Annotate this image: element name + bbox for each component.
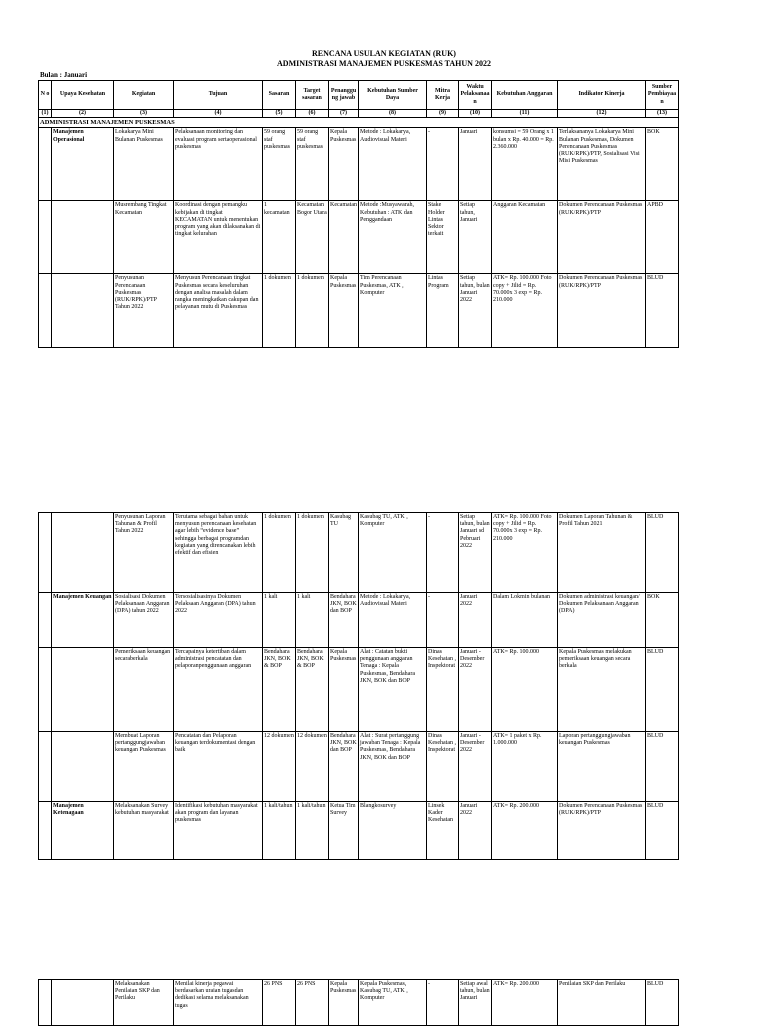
table-cell: ATK= Rp. 100.000 Foto copy + Jilid = Rp. 70.000x 3 exp = Rp. 210.000 [492,513,558,593]
column-header: Penanggung jawab [329,81,359,110]
table-cell: Januari - Desember 2022 [459,648,492,732]
table-row [39,802,679,860]
column-header: N o [39,81,52,110]
table-cell: Melaksanakan Penilaian SKP dan Perilaku [114,980,174,1026]
table-cell: 59 orang staf puskesmas [263,128,296,201]
column-number: (5) [263,110,296,118]
table-row [39,648,679,732]
table-cell: Stake Holder Lintas Sektor terkait [427,201,459,274]
table-cell: Dokumen Perencanaan Puskesmas (RUK/RPK)/PTP [558,201,646,274]
table-cell: Manajemen Keuangan [52,593,114,648]
table-cell: Musrembang Tingkat Kecamatan [114,201,174,274]
column-header: Target sasaran [296,81,329,110]
table-row [39,201,679,274]
table-row [39,732,679,802]
column-header: Kebutuhan Sumber Daya [359,81,427,110]
table-cell [39,513,52,593]
table-cell: Dalam Lokmin bulanan [492,593,558,648]
table-cell: Januari - Desember 2022 [459,732,492,802]
table-cell: 59 orang staf puskesmas [296,128,329,201]
table-cell: Dinas Kesehatan , Inspektorat [427,648,459,732]
table-row [39,274,679,348]
table-cell: ATK= Rp. 100.000 [492,648,558,732]
table-cell: BLUD [646,802,679,860]
month-label: Bulan : Januari [40,71,88,79]
table-cell: Bendahara JKN, BOK dan BOP [329,593,359,648]
table-cell: Tim Perencanaan Puskesmas, ATK , Komputer [359,274,427,348]
table-row [39,593,679,648]
column-header: Indikator Kinerja [558,81,646,110]
table-cell: Januari 2022 [459,802,492,860]
table-cell [52,201,114,274]
table-cell: Sosialisasi Dokumen Pelaksanaan Anggaran (DPA) tahun 2022 [114,593,174,648]
column-number: (8) [359,110,427,118]
column-number: (13) [646,110,679,118]
table-cell: Bendahara JKN, BOK & BOP [296,648,329,732]
document-subtitle: ADMINISTRASI MANAJEMEN PUSKESMAS TAHUN 2022 [277,59,491,68]
table-cell: Bendahara JKN, BOK dan BOP [329,732,359,802]
table-cell: Kepala Puskesmas [329,274,359,348]
table-cell [39,648,52,732]
column-number: (7) [329,110,359,118]
table-cell [39,732,52,802]
table-cell: 12 dokumen [263,732,296,802]
table-cell [39,802,52,860]
column-number: (3) [114,110,174,118]
table-cell: - [427,513,459,593]
table-cell: ATK= Rp. 200.000 [492,802,558,860]
table-cell [39,593,52,648]
table-cell: 1 kali/tahun [296,802,329,860]
table-row [39,980,679,1026]
table-cell: BLUD [646,732,679,802]
table-cell: Membuat Laporan pertanggungjawaban keuangan Puskesmas [114,732,174,802]
table-cell: Alat : Surat pertanggung jawaban Tenaga : Kepala Puskesmas, Bendahara JKN, BOK dan BOP [359,732,427,802]
table-cell: Metode :Musyawarah, Kebutuhan : ATK dan Penggandaan [359,201,427,274]
column-number: (4) [174,110,263,118]
table-cell: Kecamatan [329,201,359,274]
table-cell: konsumsi = 59 Orang x 1 bulan x Rp. 40.000 = Rp. 2.360.000 [492,128,558,201]
table-cell: BOK [646,593,679,648]
table-cell: Anggaran Kecamatan [492,201,558,274]
table-cell: Setiap awal tahun, bulan Januari [459,980,492,1026]
table-row [39,513,679,593]
table-cell: Blangkosurvey [359,802,427,860]
table-cell: BLUD [646,274,679,348]
column-number: (2) [52,110,114,118]
column-number: (12) [558,110,646,118]
table-cell: Kepala Puskesmas [329,980,359,1026]
table-cell: Pelaksanaan monitoring dan evaluasi program sertaoperasional puskesmas [174,128,263,201]
table-cell: Lokakarya Mini Bulanan Puskesmas [114,128,174,201]
table-cell: Manajemen Ketenagaan [52,802,114,860]
table-cell: Januari [459,128,492,201]
table-cell: ATK= Rp. 200.000 [492,980,558,1026]
table-cell [52,980,114,1026]
table-cell: - [427,128,459,201]
table-cell: Menilai kinerja pegawai berdasarkan uraian tugasdan dedikasi selama melaksanakan tugas [174,980,263,1026]
table-cell: Metode : Lokakarya, Audiovisual Materi [359,593,427,648]
table-cell: Terutama sebagai bahan untuk menyusun perencanaan kesehatan agar lebih “evidence base” sehingga berbagai programdan kegiatan yang direncanakan lebih efektif dan efisien [174,513,263,593]
column-number: (9) [427,110,459,118]
column-number: (10) [459,110,492,118]
table-cell: Penyusunan Laporan Tahunan & Profil Tahun 2022 [114,513,174,593]
table-cell: Penilaian SKP dan Perilaku [558,980,646,1026]
ruk-table-part-3 [38,979,679,1026]
table-cell: BOK [646,128,679,201]
table-cell: Menyusun Perencanaan tingkat Puskesmas secara keseluruhan dengan analisa masalah dalam rangka meningkatkan cakupan dan pelayanan mutu di Puskesmas [174,274,263,348]
table-cell [52,274,114,348]
table-cell [52,648,114,732]
column-number: (6) [296,110,329,118]
table-cell: Januari 2022 [459,593,492,648]
table-cell: 1 kali [296,593,329,648]
table-cell: Kecamatan Bogor Utara [296,201,329,274]
table-cell: Identifikasi kebutuhan masyarakat akan program dan layanan puskesmas [174,802,263,860]
table-cell: Kasubag TU, ATK , Komputer [359,513,427,593]
table-cell: 1 kali/tahun [263,802,296,860]
table-cell: Pemeriksaan keuangan secaraberkala [114,648,174,732]
ruk-table-part-1 [38,80,679,348]
column-header: Upaya Kesehatan [52,81,114,110]
column-header: Sumber Pembiayaan [646,81,679,110]
table-cell: Dokumen Laporan Tahunan & Profil Tahun 2021 [558,513,646,593]
table-cell: Alat : Catatan bukti penggunaan anggaran Tenaga : Kepala Puskesmas, Bendahara JKN, BOK dan BOP [359,648,427,732]
table-cell: BLUD [646,980,679,1026]
ruk-table-part-2 [38,512,679,860]
table-cell: 1 kali [263,593,296,648]
document-title: RENCANA USULAN KEGIATAN (RUK) [312,49,456,58]
table-cell [39,201,52,274]
table-cell: Kasubag TU [329,513,359,593]
table-cell: - [427,593,459,648]
table-cell: Setiap tahun, bulan Januari 2022 [459,274,492,348]
table-cell: Dinas Kesehatan , Inspektorat [427,732,459,802]
column-number: (11) [492,110,558,118]
column-header: Mitra Kerja [427,81,459,110]
table-cell: 1 dokumen [263,274,296,348]
table-cell: Dokumen Perencanaan Puskesmas (RUK/RPK)/PTP [558,802,646,860]
column-header: Waktu Pelaksanaan [459,81,492,110]
table-cell: 1 dokumen [296,513,329,593]
table-cell: Koordinasi dengan pemangku kebijakan di tingkat KECAMATAN untuk menentukan program yang akan dilaksanakan di tingkat kelurahan [174,201,263,274]
table-cell: APBD [646,201,679,274]
table-cell: Kepala Puskesmas [329,128,359,201]
table-cell: 26 PNS [296,980,329,1026]
table-cell: Bendahara JKN, BOK & BOP [263,648,296,732]
table-cell [39,980,52,1026]
table-cell: Penyusunan Perencanaan Puskesmas (RUK/RPK)/PTP Tahun 2022 [114,274,174,348]
column-header: Tujuan [174,81,263,110]
table-cell: Lintas Program [427,274,459,348]
table-cell [39,274,52,348]
column-header: Sasaran [263,81,296,110]
table-cell [52,732,114,802]
table-cell [39,128,52,201]
table-cell: - [427,980,459,1026]
table-cell: 26 PNS [263,980,296,1026]
table-cell: Pencatatan dan Pelaporan keuangan terdokumentasi dengan baik [174,732,263,802]
table-cell: Melaksanakan Survey kebutuhan masyarakat [114,802,174,860]
table-cell: ATK= 1 paket x Rp. 1.000.000 [492,732,558,802]
table-cell: Kepala Puskesmas, Kasubag TU, ATK , Komputer [359,980,427,1026]
table-cell: Metode : Lokakarya, Audiovisual Materi [359,128,427,201]
table-cell: Kepala Puskesmas [329,648,359,732]
column-number: (1) [39,110,52,118]
table-cell: 1 dokumen [263,513,296,593]
table-cell: BLUD [646,648,679,732]
table-cell: 12 dokumen [296,732,329,802]
table-row [39,128,679,201]
table-cell: ATK= Rp. 100.000 Foto copy + Jilid = Rp. 70.000x 3 exp = Rp. 210.000 [492,274,558,348]
table-cell: Dokumen Perencanaan Puskesmas (RUK/RPK)/PTP [558,274,646,348]
table-cell: Kepala Puskesmas melakukan pemeriksaan keuangan secara berkala [558,648,646,732]
table-cell: Tercapainya ketertiban dalam administrasi pencatatan dan pelaporanpenggunaan anggaran [174,648,263,732]
table-cell: Ketua Tim Survey [329,802,359,860]
table-cell: Setiap tahun, bulan Januari sd Pebruari 2022 [459,513,492,593]
section-title: ADMINISTRASI MANAJEMEN PUSKESMAS [39,118,679,128]
table-cell: Laporan pertanggungjawaban keuangan Puskesmas [558,732,646,802]
table-cell: Dokumen administrasi keuangan/ Dokumen Pelaksanaan Anggaran (DPA) [558,593,646,648]
table-cell: Manajemen Operasional [52,128,114,201]
column-header: Kegiatan [114,81,174,110]
table-cell: Terlaksananya Lokakarya Mini Bulanan Puskesmas, Dokumen Perencanaan Puskesmas (RUK/RPK)/PTP, Sosialisasi Visi Misi Puskesmas [558,128,646,201]
table-cell: 1 dokumen [296,274,329,348]
table-cell [52,513,114,593]
table-cell: Tersosialisasinya Dokumen Pelaksaan Anggaran (DPA) tahun 2022 [174,593,263,648]
table-cell: BLUD [646,513,679,593]
column-header: Kebutuhan Anggaran [492,81,558,110]
table-cell: 1 kecamatan [263,201,296,274]
table-cell: Linsek Kader Kesehatan [427,802,459,860]
table-cell: Setiap tahun, Januari [459,201,492,274]
